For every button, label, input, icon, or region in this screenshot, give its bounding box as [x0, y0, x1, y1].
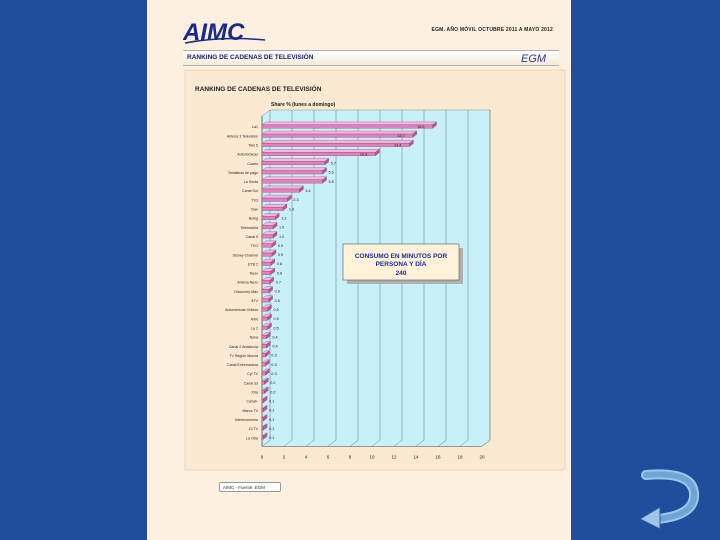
x-tick-label: 14: [413, 454, 419, 460]
bar: [262, 427, 263, 430]
data-label: 1.9: [288, 207, 295, 212]
share-bar-chart: [147, 0, 571, 540]
callout-line1: CONSUMO EN MINUTOS POR: [354, 253, 448, 260]
category-label: Telemadrid: [240, 225, 258, 230]
return-arrow-icon[interactable]: [636, 467, 702, 531]
data-label: 3.4: [305, 189, 311, 194]
bar: [262, 171, 323, 174]
category-label: Canal 33: [243, 381, 258, 386]
category-label: La1: [252, 125, 258, 130]
callout-value: 240: [395, 270, 407, 277]
x-tick-label: 10: [369, 454, 375, 460]
bar: [262, 290, 269, 293]
category-label: Nova: [249, 335, 258, 340]
data-label: 0.1: [269, 426, 275, 431]
bar: [262, 418, 263, 421]
data-label: 0.8: [276, 271, 283, 276]
data-label: 10.3: [359, 152, 368, 157]
section-title: RANKING DE CADENAS DE TELEVISIÓN: [187, 54, 314, 61]
data-label: 0.9: [277, 243, 284, 248]
data-label: 0.6: [274, 289, 280, 294]
bar: [262, 125, 433, 128]
bar: [262, 207, 283, 210]
bar: [262, 390, 264, 393]
data-label: 1.2: [281, 216, 287, 221]
category-label: Autonómicas: [237, 152, 258, 157]
bar: [262, 363, 265, 366]
bar: [262, 326, 268, 329]
data-label: 5.7: [330, 161, 336, 166]
report-page: [147, 0, 571, 540]
data-label: 0.3: [271, 362, 277, 367]
category-label: 8TV: [251, 299, 258, 304]
callout-line2: PERSONA Y DÍA: [375, 261, 427, 268]
category-label: Canal 2 Andalucía: [228, 344, 258, 349]
data-label: 0.1: [269, 417, 275, 422]
bar-top: [262, 204, 287, 207]
data-label: 13.7: [397, 134, 405, 139]
bar: [262, 335, 266, 338]
data-label: 0.2: [270, 390, 276, 395]
data-label: 0.1: [269, 436, 275, 441]
data-label: 5.5: [328, 179, 334, 184]
source-text: AIMC - Fuente: EGM: [223, 485, 266, 490]
category-label: La 2: [251, 326, 258, 331]
data-label: 0.7: [275, 280, 281, 285]
category-label: Boing: [248, 216, 258, 221]
bar: [262, 354, 265, 357]
bar: [262, 280, 270, 283]
bar: [262, 271, 271, 274]
category-label: Xtra: [251, 390, 258, 395]
data-label: 0.2: [270, 381, 276, 386]
bar-top: [262, 131, 417, 134]
bar: [262, 399, 263, 402]
bar-top: [262, 168, 327, 171]
data-label: 5.5: [328, 170, 334, 175]
data-label: 0.4: [272, 335, 278, 340]
chart-title: RANKING DE CADENAS DE TELEVISIÓN: [195, 86, 322, 93]
category-label: Neox: [249, 271, 258, 276]
bar: [262, 235, 273, 238]
category-label: Temáticas de pago: [227, 170, 258, 175]
category-label: Tele 5: [248, 143, 258, 148]
report-meta: EGM. AÑO MÓVIL OCTUBRE 2011 A MAYO 2012: [431, 27, 553, 33]
category-label: Cuatro: [247, 161, 258, 166]
bar: [262, 161, 325, 164]
bar: [262, 226, 273, 229]
chart-subtitle: Share % (lunes a domingo): [271, 102, 336, 108]
bar: [262, 409, 263, 412]
bar-top: [262, 177, 327, 180]
bar: [262, 317, 268, 320]
data-label: 1.0: [279, 225, 285, 230]
category-label: Intereconomía: [235, 417, 258, 422]
category-label: Antena Neox: [237, 280, 258, 285]
source-badge: [219, 482, 281, 492]
data-label: 0.6: [274, 298, 280, 303]
bar: [262, 308, 268, 311]
x-tick-label: 18: [457, 454, 463, 460]
category-label: Canal 9: [245, 234, 258, 239]
category-label: Canal Sur: [242, 189, 258, 194]
category-label: La Sexta: [243, 180, 258, 185]
x-tick-label: 16: [435, 454, 441, 460]
data-label: 0.9: [277, 253, 284, 258]
x-tick-label: 0: [260, 454, 264, 460]
category-label: ETB 2: [248, 262, 258, 267]
consumption-callout: [343, 244, 463, 284]
data-label: 0.3: [271, 372, 277, 377]
data-label: 1.0: [279, 234, 285, 239]
category-label: Marca TV: [242, 408, 258, 413]
data-label: 0.3: [271, 353, 277, 358]
bar: [262, 436, 263, 439]
x-tick-label: 6: [326, 454, 330, 460]
bar: [262, 134, 413, 137]
data-label: 0.1: [269, 408, 275, 413]
x-tick-label: 20: [479, 454, 485, 460]
category-label: Canal+: [246, 399, 258, 404]
bar: [262, 198, 287, 201]
bar-top: [262, 158, 329, 161]
category-label: AXN: [250, 317, 258, 322]
x-tick-label: 4: [304, 454, 308, 460]
bar: [262, 180, 323, 183]
bar: [262, 299, 269, 302]
category-label: Autonómicas Vídeos: [225, 308, 258, 313]
category-label: La Otra: [246, 436, 258, 441]
x-tick-label: 8: [348, 454, 352, 460]
data-label: 0.4: [272, 344, 278, 349]
x-tick-label: 2: [282, 454, 286, 460]
bar-top: [262, 140, 413, 143]
category-label: Discovery Max: [234, 289, 258, 294]
data-label: 0.8: [276, 262, 283, 267]
category-label: Disney Channel: [232, 253, 258, 258]
logo-text: AIMC: [183, 19, 245, 44]
bar: [262, 372, 265, 375]
data-label: 15.5: [417, 124, 425, 129]
bar: [262, 143, 409, 146]
bar: [262, 216, 275, 219]
data-label: 0.5: [273, 326, 279, 331]
bar: [262, 189, 299, 192]
x-tick-label: 12: [391, 454, 397, 460]
category-label: Antena 3 Televisión: [226, 134, 258, 139]
data-label: 0.5: [273, 307, 279, 312]
category-label: Clan: [250, 207, 258, 212]
category-label: Canal Extremadura: [227, 363, 258, 368]
category-label: TV3: [251, 198, 258, 203]
bar: [262, 381, 264, 384]
data-label: 2.3: [293, 198, 299, 203]
egm-logo-text: EGM: [521, 53, 547, 64]
bar: [262, 244, 272, 247]
category-label: TV Región Murcia: [229, 353, 258, 358]
bar-top: [262, 195, 291, 198]
bar-top: [262, 186, 303, 189]
bar: [262, 152, 375, 155]
category-label: 13 TV: [248, 427, 258, 432]
bar: [262, 344, 266, 347]
bar: [262, 253, 272, 256]
category-label: Cyl TV: [247, 372, 258, 377]
bar-top: [262, 122, 437, 125]
category-label: TVG: [250, 244, 258, 249]
data-label: 13.4: [394, 143, 402, 148]
data-label: 0.1: [269, 399, 275, 404]
data-label: 0.5: [273, 317, 279, 322]
bar: [262, 262, 271, 265]
